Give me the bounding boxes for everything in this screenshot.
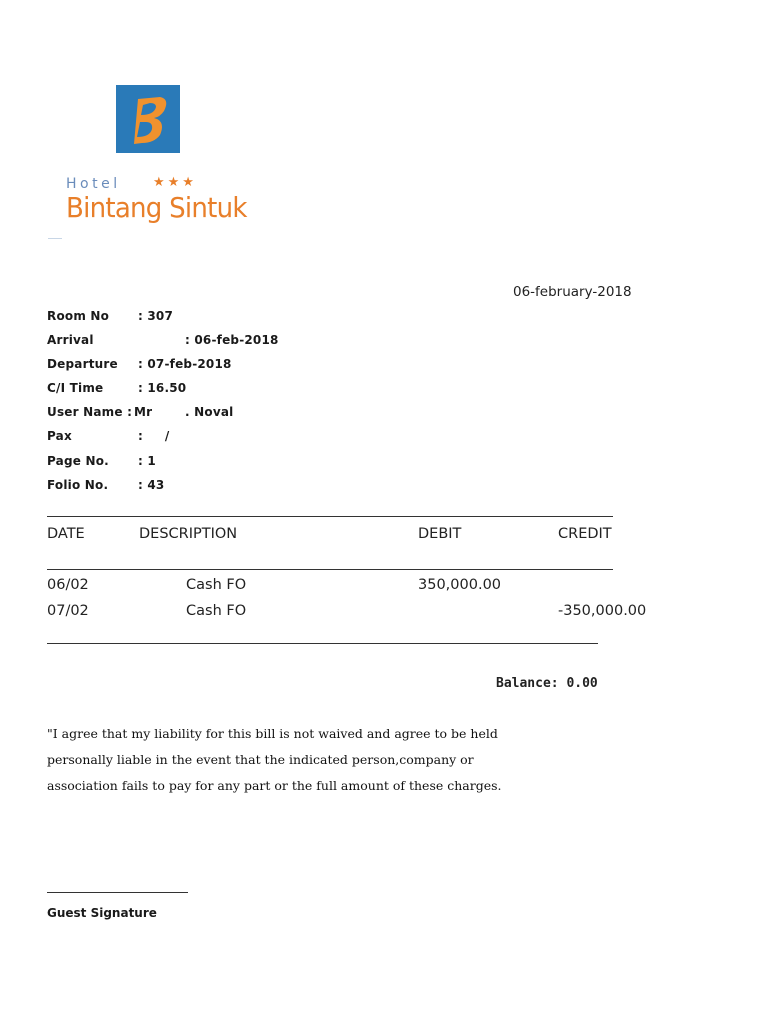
info-label: Room No — [47, 309, 110, 323]
info-room-no — [47, 309, 174, 323]
logo-hotel-name: Bintang Sintuk — [66, 191, 247, 224]
logo-b-icon — [116, 85, 180, 153]
logo-stars: ★★★ — [153, 175, 197, 190]
agreement-line: personally liable in the event that the indicated person,company or — [47, 752, 474, 767]
agreement-line: association fails to pay for any part or the full amount of these charges. — [47, 778, 502, 793]
cell-description: Cash FO — [186, 577, 247, 593]
logo-hotel-word: Hotel — [66, 176, 121, 192]
info-page-no — [47, 454, 156, 468]
info-value: : 1 — [138, 454, 156, 468]
cell-description: Cash FO — [186, 603, 247, 619]
info-label: Page No. — [47, 454, 109, 468]
info-label: Pax — [47, 429, 72, 443]
table-header-rule — [47, 569, 613, 570]
info-departure — [47, 357, 232, 371]
info-value-name: . Noval — [185, 405, 234, 419]
info-label: User Name : — [47, 405, 133, 419]
info-label: C/I Time — [47, 381, 104, 395]
info-user-name — [47, 405, 234, 419]
info-value-title: Mr — [134, 405, 153, 419]
header-description: DESCRIPTION — [139, 526, 238, 542]
signature-line — [47, 892, 188, 893]
logo-divider — [48, 238, 62, 239]
balance-total: Balance: 0.00 — [496, 676, 598, 691]
info-pax — [47, 429, 170, 443]
cell-date: 06/02 — [47, 577, 89, 593]
table-bottom-rule — [47, 643, 598, 644]
header-date: DATE — [47, 526, 85, 542]
info-value: : 307 — [138, 309, 174, 323]
info-folio-no — [47, 478, 165, 492]
info-value: : / — [138, 429, 170, 443]
info-value: : 06-feb-2018 — [185, 333, 279, 347]
header-credit: CREDIT — [558, 526, 612, 542]
cell-debit: 350,000.00 — [418, 577, 502, 593]
info-value: : 07-feb-2018 — [138, 357, 232, 371]
info-label: Departure — [47, 357, 118, 371]
info-value: : 16.50 — [138, 381, 187, 395]
header-debit: DEBIT — [418, 526, 462, 542]
cell-date: 07/02 — [47, 603, 89, 619]
info-ci-time — [47, 381, 187, 395]
info-value: : 43 — [138, 478, 165, 492]
cell-credit: -350,000.00 — [558, 603, 647, 619]
info-label: Folio No. — [47, 478, 109, 492]
info-label: Arrival — [47, 333, 94, 347]
signature-label: Guest Signature — [47, 906, 157, 920]
table-top-rule — [47, 516, 613, 517]
info-arrival — [47, 333, 279, 347]
agreement-line: "I agree that my liability for this bill is not waived and agree to be held — [47, 726, 498, 741]
document-date: 06-february-2018 — [513, 284, 632, 300]
